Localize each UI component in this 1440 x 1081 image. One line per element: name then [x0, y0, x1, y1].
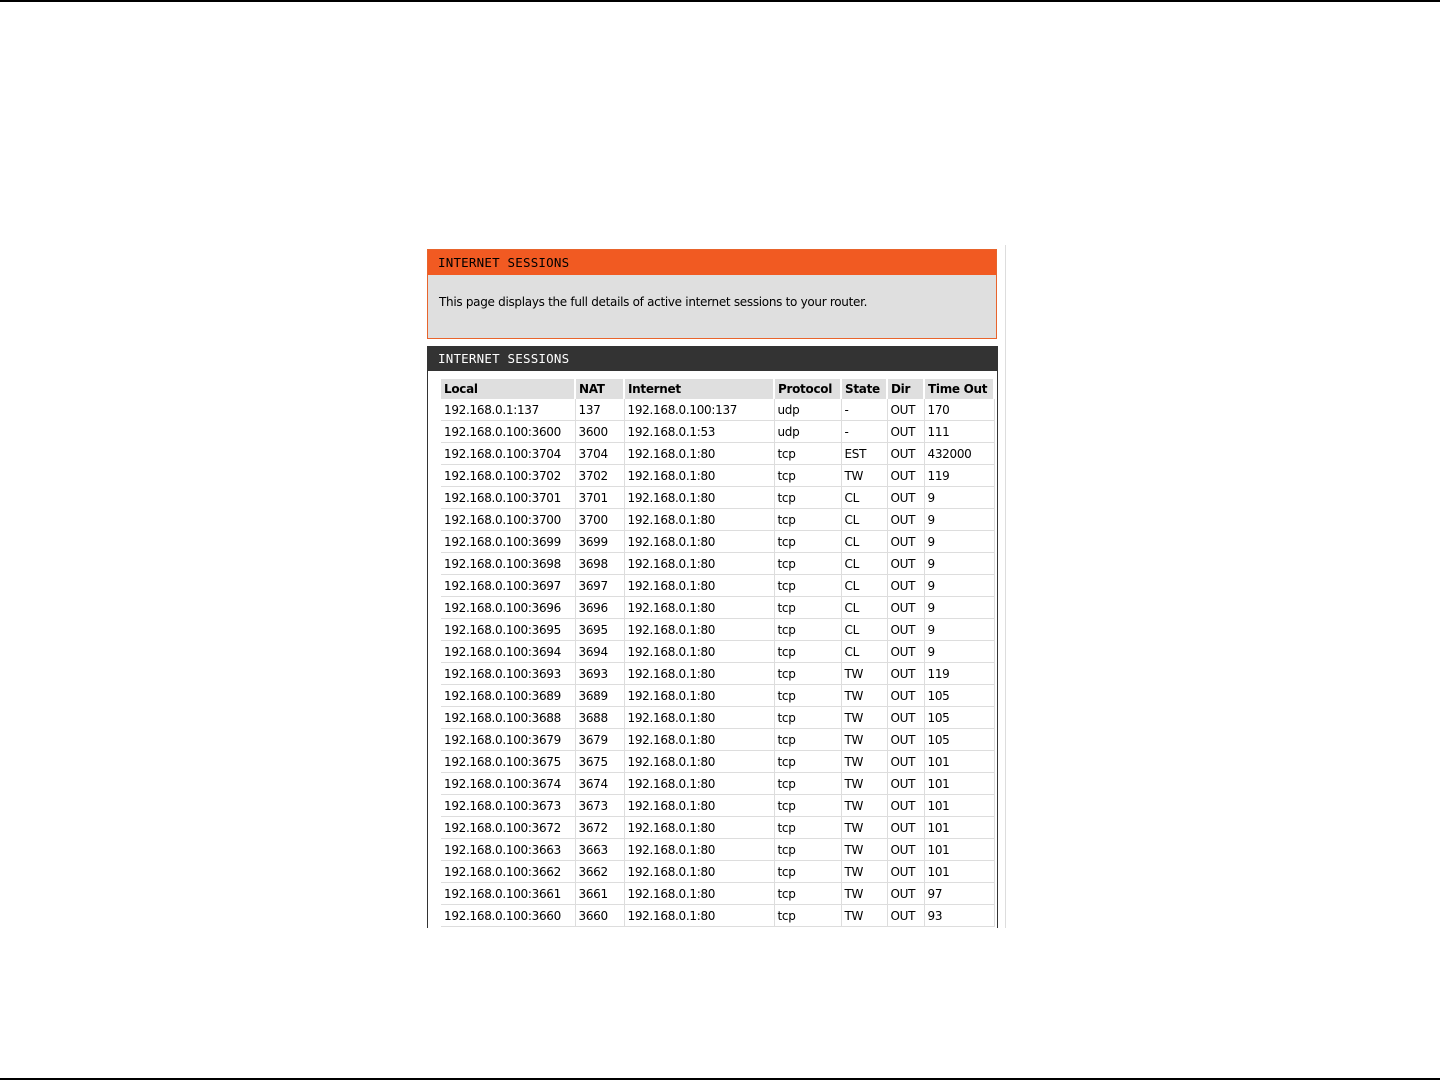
time-out-cell: 9 [924, 487, 994, 509]
time-out-cell: 105 [924, 685, 994, 707]
time-out-cell: 170 [924, 399, 994, 421]
page-bottom-rule [0, 1078, 1440, 1080]
direction-cell: OUT [887, 773, 924, 795]
table-row [441, 465, 994, 487]
sessions-table [441, 379, 995, 927]
protocol-cell: tcp [774, 817, 841, 839]
sessions-table-header-row [441, 379, 994, 399]
local-address-cell: 192.168.0.100:3672 [441, 817, 575, 839]
direction-cell: OUT [887, 707, 924, 729]
nat-port-cell: 3695 [575, 619, 624, 641]
nat-port-cell: 3700 [575, 509, 624, 531]
protocol-cell: tcp [774, 487, 841, 509]
table-row [441, 861, 994, 883]
nat-port-cell: 3704 [575, 443, 624, 465]
info-panel-title: INTERNET SESSIONS [428, 250, 996, 275]
state-cell: TW [841, 839, 887, 861]
protocol-cell: tcp [774, 641, 841, 663]
local-address-cell: 192.168.0.100:3660 [441, 905, 575, 927]
local-address-cell: 192.168.0.100:3698 [441, 553, 575, 575]
internet-address-cell: 192.168.0.1:80 [624, 487, 774, 509]
nat-port-cell: 3675 [575, 751, 624, 773]
state-cell: TW [841, 751, 887, 773]
table-row [441, 487, 994, 509]
time-out-cell: 9 [924, 509, 994, 531]
nat-port-cell: 3701 [575, 487, 624, 509]
nat-port-cell: 3663 [575, 839, 624, 861]
state-cell: TW [841, 883, 887, 905]
direction-cell: OUT [887, 487, 924, 509]
table-row [441, 421, 994, 443]
table-row [441, 685, 994, 707]
nat-port-cell: 3600 [575, 421, 624, 443]
state-cell: CL [841, 575, 887, 597]
table-row [441, 905, 994, 927]
direction-cell: OUT [887, 619, 924, 641]
direction-cell: OUT [887, 553, 924, 575]
internet-address-cell: 192.168.0.1:80 [624, 443, 774, 465]
table-row [441, 707, 994, 729]
time-out-cell: 119 [924, 465, 994, 487]
protocol-cell: tcp [774, 707, 841, 729]
column-header-local: Local [441, 379, 575, 399]
state-cell: TW [841, 663, 887, 685]
table-row [441, 399, 994, 421]
protocol-cell: tcp [774, 509, 841, 531]
local-address-cell: 192.168.0.100:3675 [441, 751, 575, 773]
column-header-state: State [841, 379, 887, 399]
nat-port-cell: 3696 [575, 597, 624, 619]
nat-port-cell: 3697 [575, 575, 624, 597]
protocol-cell: tcp [774, 905, 841, 927]
internet-address-cell: 192.168.0.1:80 [624, 509, 774, 531]
internet-address-cell: 192.168.0.1:80 [624, 465, 774, 487]
time-out-cell: 9 [924, 553, 994, 575]
protocol-cell: tcp [774, 531, 841, 553]
protocol-cell: tcp [774, 443, 841, 465]
local-address-cell: 192.168.0.100:3701 [441, 487, 575, 509]
state-cell: TW [841, 707, 887, 729]
direction-cell: OUT [887, 443, 924, 465]
column-header-time-out: Time Out [924, 379, 994, 399]
internet-address-cell: 192.168.0.1:80 [624, 773, 774, 795]
table-row [441, 773, 994, 795]
protocol-cell: tcp [774, 663, 841, 685]
sessions-table-body [441, 399, 994, 927]
internet-address-cell: 192.168.0.1:80 [624, 575, 774, 597]
table-row [441, 729, 994, 751]
table-row [441, 817, 994, 839]
internet-address-cell: 192.168.0.1:80 [624, 641, 774, 663]
table-row [441, 751, 994, 773]
state-cell: CL [841, 509, 887, 531]
protocol-cell: tcp [774, 751, 841, 773]
direction-cell: OUT [887, 399, 924, 421]
time-out-cell: 101 [924, 839, 994, 861]
nat-port-cell: 3673 [575, 795, 624, 817]
internet-sessions-screenshot [426, 245, 1006, 928]
local-address-cell: 192.168.0.1:137 [441, 399, 575, 421]
time-out-cell: 9 [924, 641, 994, 663]
local-address-cell: 192.168.0.100:3699 [441, 531, 575, 553]
state-cell: TW [841, 685, 887, 707]
direction-cell: OUT [887, 883, 924, 905]
protocol-cell: tcp [774, 619, 841, 641]
local-address-cell: 192.168.0.100:3673 [441, 795, 575, 817]
internet-address-cell: 192.168.0.1:80 [624, 553, 774, 575]
state-cell: CL [841, 641, 887, 663]
local-address-cell: 192.168.0.100:3702 [441, 465, 575, 487]
time-out-cell: 9 [924, 575, 994, 597]
sessions-panel [427, 346, 998, 928]
nat-port-cell: 3699 [575, 531, 624, 553]
direction-cell: OUT [887, 729, 924, 751]
nat-port-cell: 3660 [575, 905, 624, 927]
internet-address-cell: 192.168.0.1:80 [624, 861, 774, 883]
protocol-cell: tcp [774, 795, 841, 817]
time-out-cell: 105 [924, 707, 994, 729]
protocol-cell: tcp [774, 465, 841, 487]
direction-cell: OUT [887, 465, 924, 487]
state-cell: CL [841, 597, 887, 619]
state-cell: - [841, 421, 887, 443]
direction-cell: OUT [887, 575, 924, 597]
column-header-protocol: Protocol [774, 379, 841, 399]
protocol-cell: udp [774, 399, 841, 421]
state-cell: TW [841, 465, 887, 487]
table-row [441, 575, 994, 597]
time-out-cell: 101 [924, 861, 994, 883]
nat-port-cell: 3693 [575, 663, 624, 685]
state-cell: TW [841, 817, 887, 839]
protocol-cell: tcp [774, 575, 841, 597]
table-row [441, 663, 994, 685]
column-header-internet: Internet [624, 379, 774, 399]
internet-address-cell: 192.168.0.1:80 [624, 597, 774, 619]
local-address-cell: 192.168.0.100:3704 [441, 443, 575, 465]
direction-cell: OUT [887, 509, 924, 531]
local-address-cell: 192.168.0.100:3688 [441, 707, 575, 729]
direction-cell: OUT [887, 421, 924, 443]
protocol-cell: tcp [774, 729, 841, 751]
nat-port-cell: 3698 [575, 553, 624, 575]
time-out-cell: 9 [924, 597, 994, 619]
local-address-cell: 192.168.0.100:3696 [441, 597, 575, 619]
internet-address-cell: 192.168.0.1:80 [624, 883, 774, 905]
state-cell: CL [841, 553, 887, 575]
time-out-cell: 105 [924, 729, 994, 751]
internet-address-cell: 192.168.0.1:80 [624, 839, 774, 861]
state-cell: TW [841, 795, 887, 817]
internet-address-cell: 192.168.0.100:137 [624, 399, 774, 421]
protocol-cell: tcp [774, 839, 841, 861]
local-address-cell: 192.168.0.100:3695 [441, 619, 575, 641]
nat-port-cell: 3662 [575, 861, 624, 883]
local-address-cell: 192.168.0.100:3694 [441, 641, 575, 663]
time-out-cell: 101 [924, 795, 994, 817]
internet-address-cell: 192.168.0.1:80 [624, 795, 774, 817]
state-cell: CL [841, 531, 887, 553]
internet-address-cell: 192.168.0.1:80 [624, 663, 774, 685]
internet-address-cell: 192.168.0.1:80 [624, 531, 774, 553]
column-header-nat: NAT [575, 379, 624, 399]
direction-cell: OUT [887, 597, 924, 619]
sessions-panel-title: INTERNET SESSIONS [428, 346, 997, 371]
time-out-cell: 432000 [924, 443, 994, 465]
direction-cell: OUT [887, 839, 924, 861]
state-cell: TW [841, 729, 887, 751]
protocol-cell: tcp [774, 553, 841, 575]
table-row [441, 597, 994, 619]
table-row [441, 795, 994, 817]
local-address-cell: 192.168.0.100:3674 [441, 773, 575, 795]
protocol-cell: tcp [774, 773, 841, 795]
direction-cell: OUT [887, 817, 924, 839]
internet-address-cell: 192.168.0.1:80 [624, 817, 774, 839]
protocol-cell: tcp [774, 883, 841, 905]
direction-cell: OUT [887, 641, 924, 663]
protocol-cell: udp [774, 421, 841, 443]
time-out-cell: 93 [924, 905, 994, 927]
column-header-dir: Dir [887, 379, 924, 399]
nat-port-cell: 3689 [575, 685, 624, 707]
nat-port-cell: 3674 [575, 773, 624, 795]
info-panel [427, 249, 997, 339]
internet-address-cell: 192.168.0.1:80 [624, 707, 774, 729]
direction-cell: OUT [887, 795, 924, 817]
local-address-cell: 192.168.0.100:3662 [441, 861, 575, 883]
time-out-cell: 97 [924, 883, 994, 905]
time-out-cell: 9 [924, 531, 994, 553]
nat-port-cell: 3661 [575, 883, 624, 905]
internet-address-cell: 192.168.0.1:80 [624, 619, 774, 641]
state-cell: EST [841, 443, 887, 465]
table-row [441, 883, 994, 905]
direction-cell: OUT [887, 905, 924, 927]
direction-cell: OUT [887, 531, 924, 553]
table-row [441, 839, 994, 861]
table-row [441, 509, 994, 531]
time-out-cell: 101 [924, 751, 994, 773]
nat-port-cell: 137 [575, 399, 624, 421]
time-out-cell: 101 [924, 773, 994, 795]
direction-cell: OUT [887, 751, 924, 773]
direction-cell: OUT [887, 663, 924, 685]
direction-cell: OUT [887, 861, 924, 883]
internet-address-cell: 192.168.0.1:80 [624, 905, 774, 927]
nat-port-cell: 3702 [575, 465, 624, 487]
page-top-rule [0, 0, 1440, 2]
time-out-cell: 111 [924, 421, 994, 443]
nat-port-cell: 3694 [575, 641, 624, 663]
internet-address-cell: 192.168.0.1:80 [624, 729, 774, 751]
local-address-cell: 192.168.0.100:3661 [441, 883, 575, 905]
protocol-cell: tcp [774, 597, 841, 619]
internet-address-cell: 192.168.0.1:53 [624, 421, 774, 443]
protocol-cell: tcp [774, 861, 841, 883]
table-row [441, 531, 994, 553]
internet-address-cell: 192.168.0.1:80 [624, 751, 774, 773]
local-address-cell: 192.168.0.100:3700 [441, 509, 575, 531]
state-cell: TW [841, 905, 887, 927]
local-address-cell: 192.168.0.100:3600 [441, 421, 575, 443]
direction-cell: OUT [887, 685, 924, 707]
capture-edge [1005, 245, 1006, 928]
state-cell: TW [841, 861, 887, 883]
table-row [441, 443, 994, 465]
local-address-cell: 192.168.0.100:3689 [441, 685, 575, 707]
state-cell: TW [841, 773, 887, 795]
info-panel-description: This page displays the full details of active internet sessions to your router. [439, 295, 868, 309]
nat-port-cell: 3672 [575, 817, 624, 839]
nat-port-cell: 3688 [575, 707, 624, 729]
time-out-cell: 9 [924, 619, 994, 641]
internet-address-cell: 192.168.0.1:80 [624, 685, 774, 707]
local-address-cell: 192.168.0.100:3663 [441, 839, 575, 861]
table-row [441, 553, 994, 575]
table-row [441, 619, 994, 641]
state-cell: CL [841, 619, 887, 641]
state-cell: CL [841, 487, 887, 509]
time-out-cell: 119 [924, 663, 994, 685]
table-row [441, 641, 994, 663]
local-address-cell: 192.168.0.100:3693 [441, 663, 575, 685]
local-address-cell: 192.168.0.100:3679 [441, 729, 575, 751]
local-address-cell: 192.168.0.100:3697 [441, 575, 575, 597]
state-cell: - [841, 399, 887, 421]
time-out-cell: 101 [924, 817, 994, 839]
protocol-cell: tcp [774, 685, 841, 707]
nat-port-cell: 3679 [575, 729, 624, 751]
